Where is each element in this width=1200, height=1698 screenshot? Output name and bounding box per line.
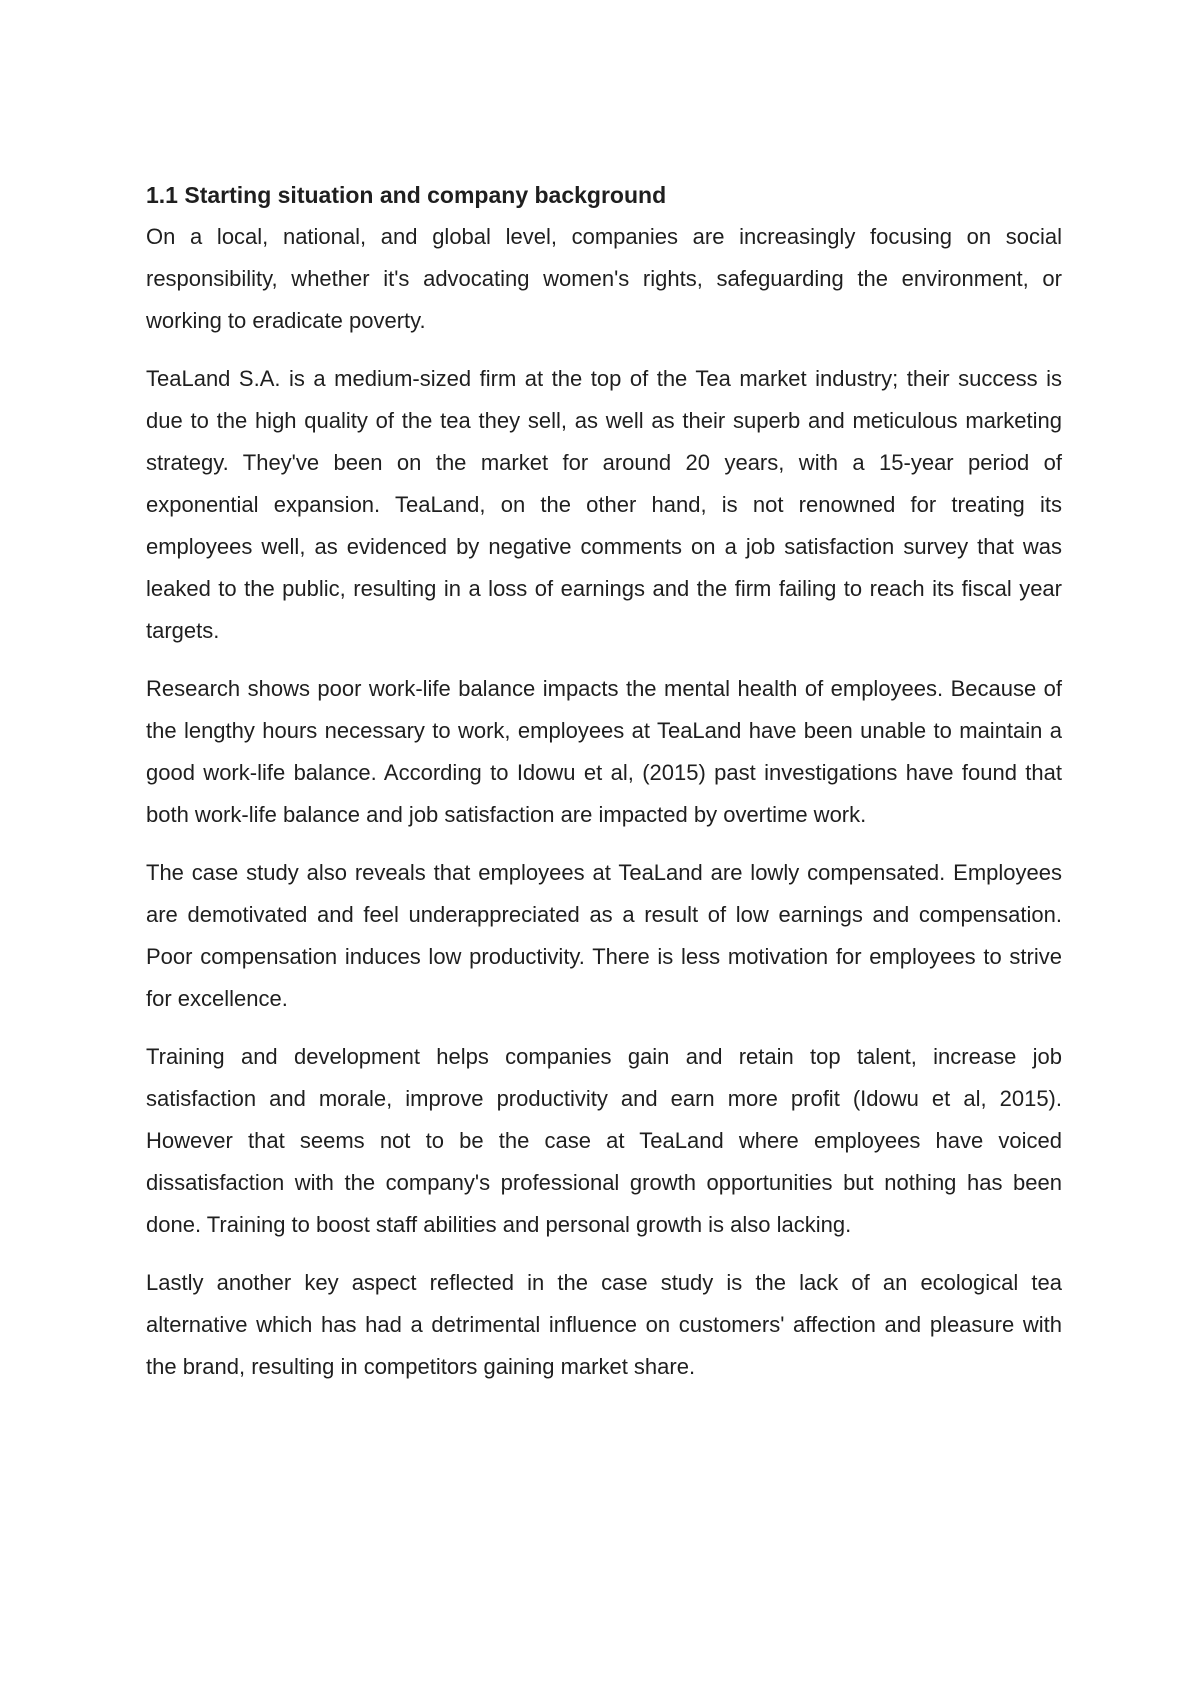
section-heading: 1.1 Starting situation and company background bbox=[146, 182, 667, 208]
paragraph-2: TeaLand S.A. is a medium-sized firm at the top of the Tea market industry; their success is due to the high quality of the tea they sell, as well as their superb and meticulous marketing strategy. They've been on the market for around 20 years, with a 15-year period of exponential expansion. TeaLand, on the other hand, is not renowned for treating its employees well, as evidenced by negative comments on a job satisfaction survey that was leaked to the public, resulting in a loss of earnings and the firm failing to reach its fiscal year targets. bbox=[146, 366, 1062, 643]
paragraph-4: The case study also reveals that employees at TeaLand are lowly compensated. Employees are demotivated and feel underappreciated as a result of low earnings and compensation. Poor compensation induces low productivity. There is less motivation for employees to strive for excellence. bbox=[146, 860, 1062, 1011]
paragraph-6: Lastly another key aspect reflected in the case study is the lack of an ecological tea alternative which has had a detrimental influence on customers' affection and pleasure with the brand, resulting in competitors gaining market share. bbox=[146, 1270, 1062, 1379]
paragraph-3: Research shows poor work-life balance impacts the mental health of employees. Because of the lengthy hours necessary to work, employees at TeaLand have been unable to maintain a good work-life balance. According to Idowu et al, (2015) past investigations have found that both work-life balance and job satisfaction are impacted by overtime work. bbox=[146, 676, 1062, 827]
paragraph-1: On a local, national, and global level, companies are increasingly focusing on social responsibility, whether it's advocating women's rights, safeguarding the environment, or working to eradicate poverty. bbox=[146, 224, 1062, 333]
paragraph-5: Training and development helps companies gain and retain top talent, increase job satisfaction and morale, improve productivity and earn more profit (Idowu et al, 2015). However that seems not to be the case at TeaLand where employees have voiced dissatisfaction with the company's professional growth opportunities but nothing has been done. Training to boost staff abilities and personal growth is also lacking. bbox=[146, 1044, 1062, 1237]
